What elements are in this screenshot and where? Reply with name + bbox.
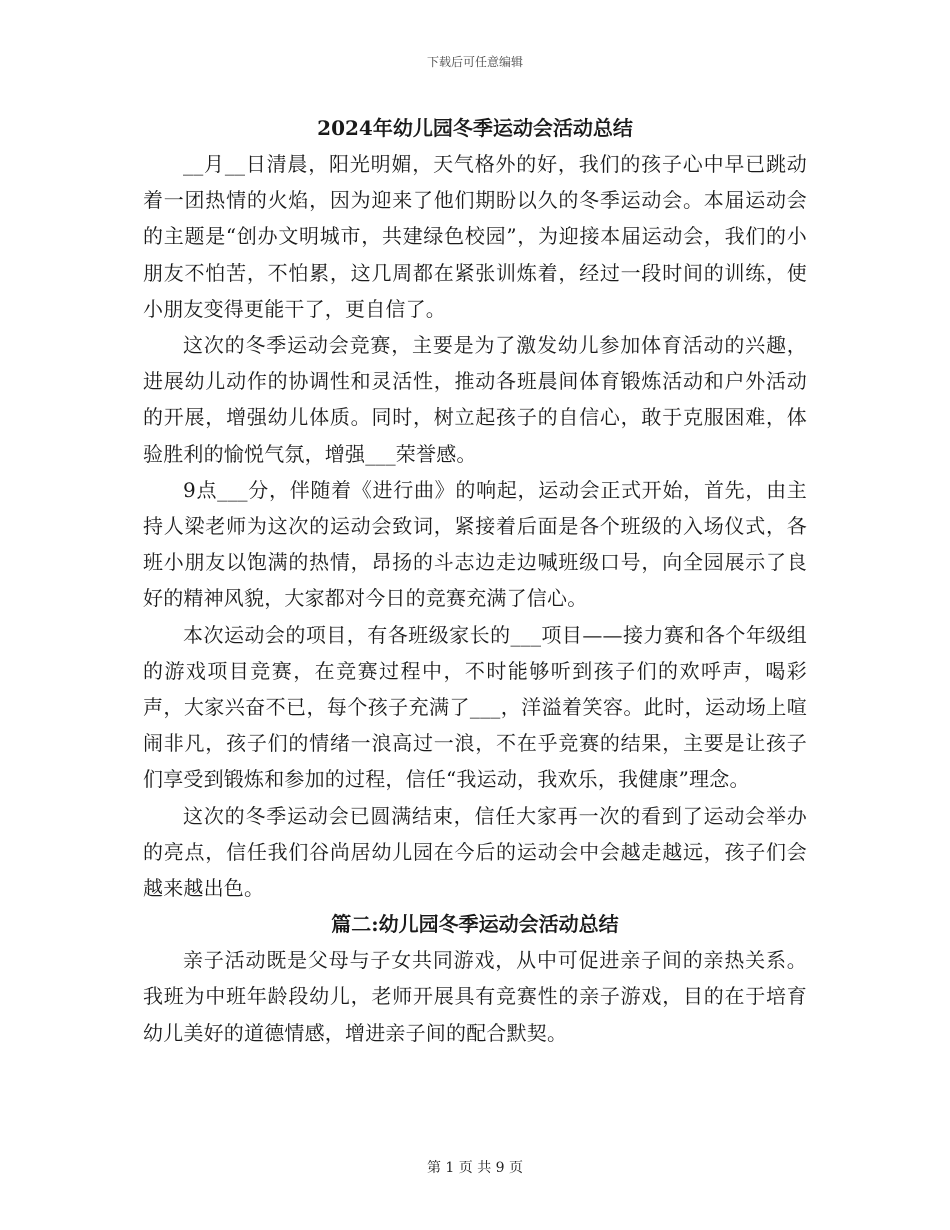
- paragraph: 亲子活动既是父母与子女共同游戏，从中可促进亲子间的亲热关系。我班为中班年龄段幼儿，老师开展具有竞赛性的亲子游戏，目的在于培育幼儿美好的道德情感，增进亲子间的配合默契。: [143, 948, 807, 1045]
- document-title: 2024年幼儿园冬季运动会活动总结: [317, 116, 633, 140]
- paragraph: __月__日清晨，阳光明媚，天气格外的好，我们的孩子心中早已跳动着一团热情的火焰，因为迎来了他们期盼以久的冬季运动会。本届运动会的主题是“创办文明城市，共建绿色校园”，为迎接本届运动会，我们的小朋友不怕苦，不怕累，这几周都在紧张训炼着，经过一段时间的训练，使小朋友变得更能干了，更自信了。: [143, 152, 807, 321]
- page-footer: 第 1 页 共 9 页: [426, 1160, 524, 1176]
- paragraph: 这次的冬季运动会已圆满结束，信任大家再一次的看到了运动会举办的亮点，信任我们谷尚居幼儿园在今后的运动会中会越走越远，孩子们会越来越出色。: [143, 803, 807, 901]
- paragraph: 这次的冬季运动会竞赛，主要是为了激发幼儿参加体育活动的兴趣，进展幼儿动作的协调性和灵活性，推动各班晨间体育锻炼活动和户外活动的开展，增强幼儿体质。同时，树立起孩子的自信心，敢于克服困难，体验胜利的愉悦气氛，增强___荣誉感。: [143, 333, 807, 466]
- header-note: 下载后可任意编辑: [426, 55, 523, 69]
- paragraph: 9点___分，伴随着《进行曲》的响起，运动会正式开始，首先，由主持人梁老师为这次的运动会致词，紧接着后面是各个班级的入场仪式，各班小朋友以饱满的热情，昂扬的斗志边走边喊班级口号，向全园展示了良好的精神风貌，大家都对今日的竞赛充满了信心。: [143, 477, 807, 611]
- section-subtitle: 篇二:幼儿园冬季运动会活动总结: [331, 912, 619, 937]
- paragraph: 本次运动会的项目，有各班级家长的___项目——接力赛和各个年级组的游戏项目竞赛，在竞赛过程中，不时能够听到孩子们的欢呼声，喝彩声，大家兴奋不已，每个孩子充满了___，洋溢着笑容。此时，运动场上喧闹非凡，孩子们的情绪一浪高过一浪，不在乎竞赛的结果，主要是让孩子们享受到锻炼和参加的过程，信任“我运动，我欢乐，我健康”理念。: [143, 622, 807, 792]
- document-body: [143, 110, 807, 1051]
